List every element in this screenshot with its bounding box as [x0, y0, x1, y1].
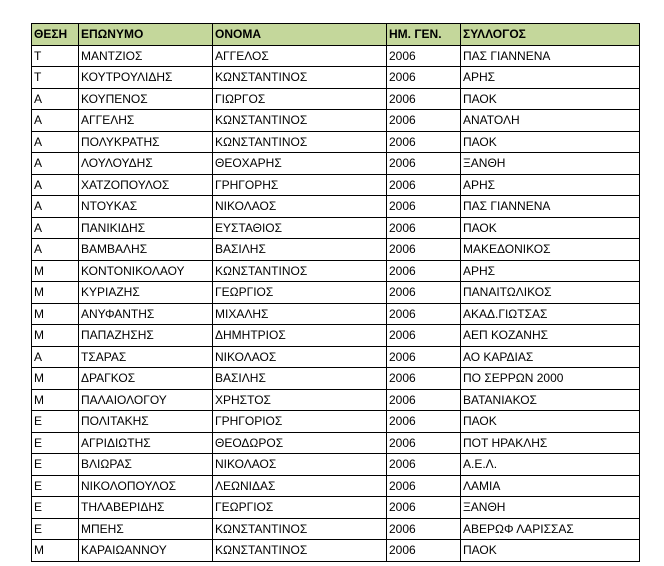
cell-birth-year: 2006 [387, 196, 461, 218]
table-row [32, 411, 640, 433]
table-row [32, 131, 640, 153]
cell-club: ΠΑΟΚ [461, 411, 640, 433]
cell-position: Ε [32, 475, 79, 497]
cell-first-name: ΘΕΟΔΩΡΟΣ [213, 432, 387, 454]
cell-first-name: ΓΡΗΓΟΡΙΟΣ [213, 411, 387, 433]
table-row [32, 368, 640, 390]
cell-club: ΜΑΚΕΔΟΝΙΚΟΣ [461, 239, 640, 261]
cell-club: ΑΒΕΡΩΦ ΛΑΡΙΣΣΑΣ [461, 518, 640, 540]
cell-position: Α [32, 239, 79, 261]
cell-birth-year: 2006 [387, 389, 461, 411]
cell-first-name: ΚΩΝΣΤΑΝΤΙΝΟΣ [213, 518, 387, 540]
cell-first-name: ΒΑΣΙΛΗΣ [213, 368, 387, 390]
cell-position: Τ [32, 67, 79, 89]
cell-surname: ΜΠΕΗΣ [79, 518, 213, 540]
cell-position: Μ [32, 260, 79, 282]
cell-first-name: ΓΡΗΓΟΡΗΣ [213, 174, 387, 196]
table-row [32, 67, 640, 89]
cell-birth-year: 2006 [387, 518, 461, 540]
cell-birth-year: 2006 [387, 346, 461, 368]
cell-position: Α [32, 88, 79, 110]
cell-birth-year: 2006 [387, 325, 461, 347]
cell-birth-year: 2006 [387, 432, 461, 454]
cell-first-name: ΚΩΝΣΤΑΝΤΙΝΟΣ [213, 540, 387, 562]
cell-birth-year: 2006 [387, 174, 461, 196]
cell-surname: ΤΗΛΑΒΕΡΙΔΗΣ [79, 497, 213, 519]
cell-position: Μ [32, 282, 79, 304]
table-body [32, 45, 640, 561]
cell-birth-year: 2006 [387, 217, 461, 239]
cell-surname: ΤΣΑΡΑΣ [79, 346, 213, 368]
cell-surname: ΠΑΝΙΚΙΔΗΣ [79, 217, 213, 239]
table-row [32, 45, 640, 67]
cell-position: Τ [32, 45, 79, 67]
cell-position: Α [32, 174, 79, 196]
table-row [32, 303, 640, 325]
cell-position: Ε [32, 411, 79, 433]
table-row [32, 282, 640, 304]
cell-birth-year: 2006 [387, 153, 461, 175]
cell-surname: ΑΓΡΙΔΙΩΤΗΣ [79, 432, 213, 454]
table-row [32, 174, 640, 196]
cell-surname: ΧΑΤΖΟΠΟΥΛΟΣ [79, 174, 213, 196]
cell-club: ΠΑΟΚ [461, 131, 640, 153]
cell-position: Μ [32, 303, 79, 325]
cell-position: Ε [32, 497, 79, 519]
cell-surname: ΒΑΜΒΑΛΗΣ [79, 239, 213, 261]
cell-surname: ΚΥΡΙΑΖΗΣ [79, 282, 213, 304]
cell-first-name: ΝΙΚΟΛΑΟΣ [213, 196, 387, 218]
table-row [32, 325, 640, 347]
table-row [32, 518, 640, 540]
cell-surname: ΑΓΓΕΛΗΣ [79, 110, 213, 132]
cell-first-name: ΚΩΝΣΤΑΝΤΙΝΟΣ [213, 110, 387, 132]
cell-position: Α [32, 110, 79, 132]
cell-club: ΑΕΠ ΚΟΖΑΝΗΣ [461, 325, 640, 347]
cell-surname: ΑΝΥΦΑΝΤΗΣ [79, 303, 213, 325]
cell-birth-year: 2006 [387, 368, 461, 390]
cell-club: ΠΑΟΚ [461, 217, 640, 239]
cell-club: ΠΟ ΣΕΡΡΩΝ 2000 [461, 368, 640, 390]
cell-club: ΛΑΜΙΑ [461, 475, 640, 497]
cell-club: Α.Ε.Λ. [461, 454, 640, 476]
cell-birth-year: 2006 [387, 110, 461, 132]
cell-position: Ε [32, 454, 79, 476]
header-club: ΣΥΛΛΟΓΟΣ [461, 24, 640, 46]
cell-club: ΠΟΤ ΗΡΑΚΛΗΣ [461, 432, 640, 454]
cell-first-name: ΧΡΗΣΤΟΣ [213, 389, 387, 411]
cell-first-name: ΑΓΓΕΛΟΣ [213, 45, 387, 67]
cell-club: ΠΑΟΚ [461, 88, 640, 110]
cell-birth-year: 2006 [387, 475, 461, 497]
cell-position: Α [32, 196, 79, 218]
cell-first-name: ΓΕΩΡΓΙΟΣ [213, 497, 387, 519]
cell-first-name: ΝΙΚΟΛΑΟΣ [213, 454, 387, 476]
header-first-name: ΟΝΟΜΑ [213, 24, 387, 46]
cell-club: ΑΡΗΣ [461, 67, 640, 89]
cell-first-name: ΔΗΜΗΤΡΙΟΣ [213, 325, 387, 347]
cell-club: ΠΑΣ ΓΙΑΝΝΕΝΑ [461, 45, 640, 67]
cell-birth-year: 2006 [387, 540, 461, 562]
cell-first-name: ΘΕΟΧΑΡΗΣ [213, 153, 387, 175]
cell-club: ΑΡΗΣ [461, 174, 640, 196]
cell-surname: ΠΟΛΙΤΑΚΗΣ [79, 411, 213, 433]
cell-birth-year: 2006 [387, 67, 461, 89]
cell-first-name: ΚΩΝΣΤΑΝΤΙΝΟΣ [213, 131, 387, 153]
cell-birth-year: 2006 [387, 303, 461, 325]
cell-birth-year: 2006 [387, 239, 461, 261]
cell-club: ΑΚΑΔ.ΓΙΩΤΣΑΣ [461, 303, 640, 325]
header-position: ΘΕΣΗ [32, 24, 79, 46]
cell-club: ΠΑΟΚ [461, 540, 640, 562]
table-row [32, 196, 640, 218]
cell-surname: ΔΡΑΓΚΟΣ [79, 368, 213, 390]
table-row [32, 475, 640, 497]
cell-surname: ΠΑΛΑΙΟΛΟΓΟΥ [79, 389, 213, 411]
roster-table [31, 23, 640, 562]
cell-first-name: ΜΙΧΑΛΗΣ [213, 303, 387, 325]
cell-birth-year: 2006 [387, 88, 461, 110]
cell-first-name: ΝΙΚΟΛΑΟΣ [213, 346, 387, 368]
table-row [32, 346, 640, 368]
cell-surname: ΠΟΛΥΚΡΑΤΗΣ [79, 131, 213, 153]
table-row [32, 110, 640, 132]
cell-position: Μ [32, 368, 79, 390]
cell-birth-year: 2006 [387, 497, 461, 519]
cell-birth-year: 2006 [387, 454, 461, 476]
table-row [32, 260, 640, 282]
cell-club: ΑΝΑΤΟΛΗ [461, 110, 640, 132]
cell-birth-year: 2006 [387, 260, 461, 282]
cell-club: ΠΑΣ ΓΙΑΝΝΕΝΑ [461, 196, 640, 218]
table-row [32, 88, 640, 110]
cell-position: Ε [32, 432, 79, 454]
cell-club: ΞΑΝΘΗ [461, 497, 640, 519]
table-row [32, 239, 640, 261]
cell-first-name: ΛΕΩΝΙΔΑΣ [213, 475, 387, 497]
cell-position: Α [32, 153, 79, 175]
cell-position: Μ [32, 325, 79, 347]
table-row [32, 389, 640, 411]
table-row [32, 432, 640, 454]
table-row [32, 497, 640, 519]
header-row [32, 24, 640, 46]
cell-first-name: ΒΑΣΙΛΗΣ [213, 239, 387, 261]
cell-surname: ΝΤΟΥΚΑΣ [79, 196, 213, 218]
header-surname: ΕΠΩΝΥΜΟ [79, 24, 213, 46]
cell-surname: ΚΑΡΑΙΩΑΝΝΟΥ [79, 540, 213, 562]
cell-surname: ΝΙΚΟΛΟΠΟΥΛΟΣ [79, 475, 213, 497]
table-row [32, 217, 640, 239]
cell-surname: ΠΑΠΑΖΗΣΗΣ [79, 325, 213, 347]
cell-surname: ΛΟΥΛΟΥΔΗΣ [79, 153, 213, 175]
cell-first-name: ΓΕΩΡΓΙΟΣ [213, 282, 387, 304]
table-row [32, 454, 640, 476]
cell-surname: ΜΑΝΤΖΙΟΣ [79, 45, 213, 67]
cell-position: Ε [32, 518, 79, 540]
cell-position: Α [32, 346, 79, 368]
cell-position: Μ [32, 389, 79, 411]
cell-surname: ΚΟΝΤΟΝΙΚΟΛΑΟΥ [79, 260, 213, 282]
cell-first-name: ΚΩΝΣΤΑΝΤΙΝΟΣ [213, 67, 387, 89]
cell-birth-year: 2006 [387, 282, 461, 304]
cell-birth-year: 2006 [387, 131, 461, 153]
cell-surname: ΒΛΙΩΡΑΣ [79, 454, 213, 476]
cell-birth-year: 2006 [387, 45, 461, 67]
cell-surname: ΚΟΥΤΡΟΥΛΙΔΗΣ [79, 67, 213, 89]
cell-club: ΑΡΗΣ [461, 260, 640, 282]
cell-club: ΠΑΝΑΙΤΩΛΙΚΟΣ [461, 282, 640, 304]
cell-club: ΒΑΤΑΝΙΑΚΟΣ [461, 389, 640, 411]
cell-surname: ΚΟΥΠΕΝΟΣ [79, 88, 213, 110]
cell-position: Α [32, 217, 79, 239]
table-row [32, 153, 640, 175]
cell-birth-year: 2006 [387, 411, 461, 433]
cell-first-name: ΕΥΣΤΑΘΙΟΣ [213, 217, 387, 239]
table-row [32, 540, 640, 562]
header-birth-year: ΗΜ. ΓΕΝ. [387, 24, 461, 46]
cell-club: ΞΑΝΘΗ [461, 153, 640, 175]
cell-position: Μ [32, 540, 79, 562]
cell-first-name: ΓΙΩΡΓΟΣ [213, 88, 387, 110]
cell-club: ΑΟ ΚΑΡΔΙΑΣ [461, 346, 640, 368]
cell-first-name: ΚΩΝΣΤΑΝΤΙΝΟΣ [213, 260, 387, 282]
cell-position: Α [32, 131, 79, 153]
